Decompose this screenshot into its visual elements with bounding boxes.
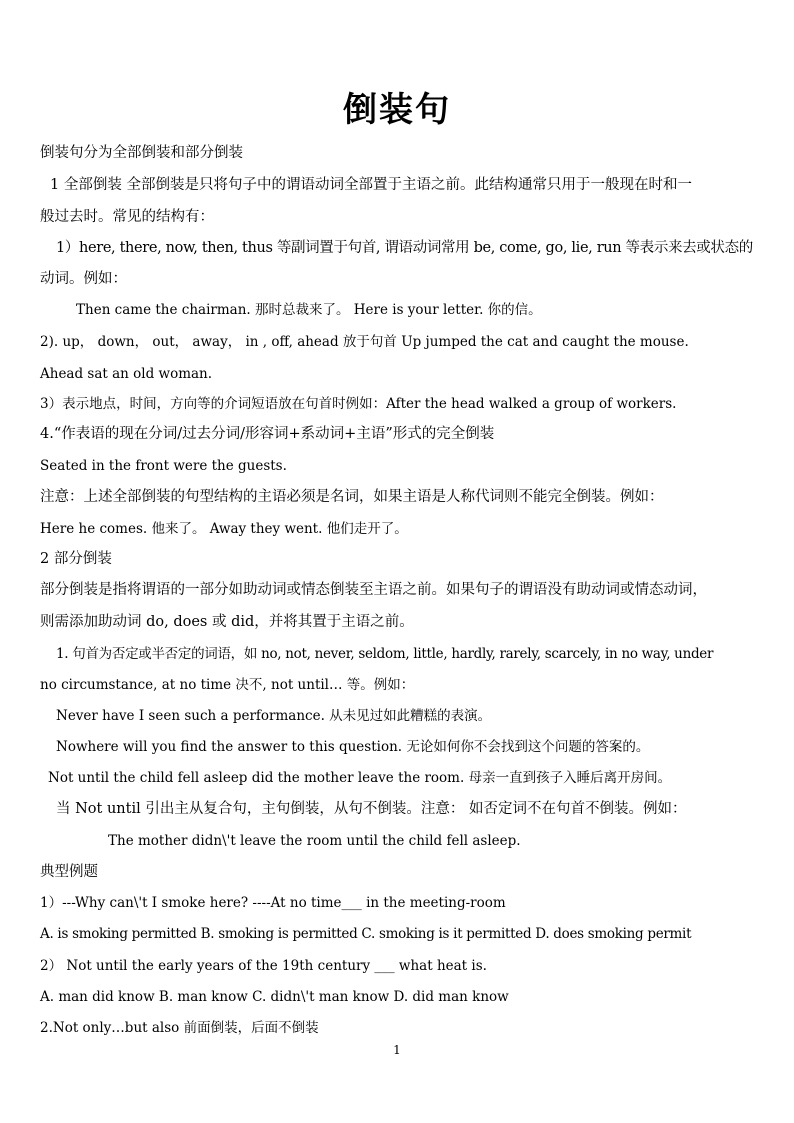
text-line: 2.Not only…but also 前面倒装，后面不倒装 <box>40 1020 319 1036</box>
text-line: Ahead sat an old woman. <box>40 366 213 382</box>
text-line: The mother didn\'t leave the room until the child fell asleep. <box>108 833 521 849</box>
text-line: 般过去时。常见的结构有： <box>40 209 214 225</box>
page-title: 倒装句 <box>343 90 451 130</box>
text-line: Here he comes. 他来了。 Away they went. 他们走开了。 <box>40 521 408 537</box>
text-line: 部分倒装是指将谓语的一部分如助动词或情态倒装至主语之前。如果句子的谓语没有助动词或情态动词， <box>40 582 707 598</box>
text-line: Never have I seen such a performance. 从未见过如此糟糕的表演。 <box>56 708 492 724</box>
text-line: Then came the chairman. 那时总裁来了。 Here is your letter. 你的信。 <box>76 302 542 318</box>
text-line: 4.“作表语的现在分词/过去分词/形容词+系动词+主语”形式的完全倒装 <box>40 426 495 442</box>
text-line: 3）表示地点，时间，方向等的介词短语放在句首时例如：After the head walked a group of workers. <box>40 396 677 412</box>
text-line: 2） Not until the early years of the 19th century ___ what heat is. <box>40 958 487 974</box>
text-line: A. is smoking permitted B. smoking is permitted C. smoking is it permitted D. does smoking permit <box>40 926 692 942</box>
text-line: 1. 句首为否定或半否定的词语，如 no, not, never, seldom, little, hardly, rarely, scarcely, in no way, under <box>56 646 714 662</box>
text-line: 1 全部倒装 全部倒装是只将句子中的谓语动词全部置于主语之前。此结构通常只用于一般现在时和一 <box>50 177 692 193</box>
section-heading: 2 部分倒装 <box>40 551 112 567</box>
text-line: no circumstance, at no time 决不, not until… 等。例如： <box>40 677 415 693</box>
text-line: Not until the child fell asleep did the mother leave the room. 母亲一直到孩子入睡后离开房间。 <box>48 770 672 786</box>
text-line: 当 Not until 引出主从复合句，主句倒装，从句不倒装。注意： 如否定词不在句首不倒装。例如： <box>56 801 687 817</box>
text-line: 倒装句分为全部倒装和部分倒装 <box>40 145 243 161</box>
text-line: 1）here, there, now, then, thus 等副词置于句首, 谓语动词常用 be, come, go, lie, run 等表示来去或状态的 <box>56 240 753 256</box>
section-heading: 典型例题 <box>40 864 98 880</box>
text-line: A. man did know B. man know C. didn\'t man know D. did man know <box>40 989 509 1005</box>
text-line: Seated in the front were the guests. <box>40 458 287 474</box>
text-line: 1）---Why can\'t I smoke here? ----At no time___ in the meeting-room <box>40 895 506 911</box>
text-line: Nowhere will you find the answer to this question. 无论如何你不会找到这个问题的答案的。 <box>56 739 650 755</box>
text-line: 则需添加助动词 do, does 或 did，并将其置于主语之前。 <box>40 614 414 630</box>
text-line: 动词。例如： <box>40 271 127 287</box>
text-line: 注意：上述全部倒装的句型结构的主语必须是名词，如果主语是人称代词则不能完全倒装。例如： <box>40 489 664 505</box>
page-number: 1 <box>393 1043 401 1057</box>
text-line: 2). up， down， out， away， in , off, ahead 放于句首 Up jumped the cat and caught the mouse. <box>40 334 689 350</box>
